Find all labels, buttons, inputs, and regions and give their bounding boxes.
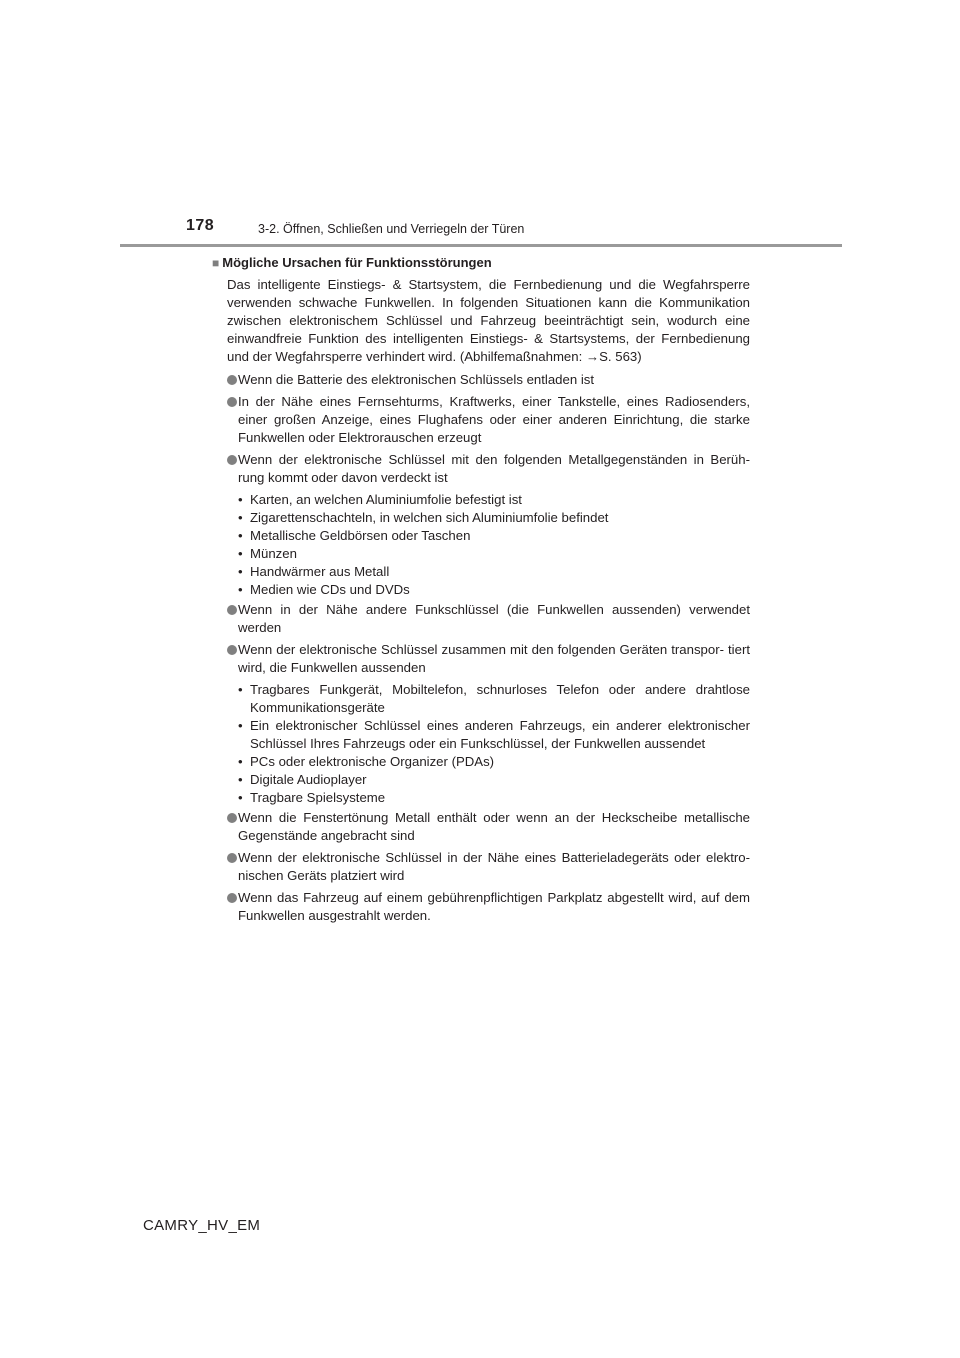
circle-bullet-icon <box>227 645 237 655</box>
circle-bullet-icon <box>227 853 237 863</box>
circle-bullet-icon <box>227 605 237 615</box>
section-heading <box>212 254 750 272</box>
page-number: 178 <box>186 217 215 234</box>
sub-list-item: • PCs oder elektronische Organizer (PDAs) <box>238 753 750 771</box>
intro-paragraph: Das intelligente Einstiegs- & Startsystem, die Fernbedienung und die Wegfahrsperre verwenden schwache Funkwellen. In folgenden Situationen kann die Kommunikation zwischen elektronischem Schlüssel und Fahrzeug beeinträchtigt sein, wodurch eine einwandfreie Funktion des intelligenten Einstiegs- & Startsystems, der Fernbedienung und der Wegfahrsperre verhindert wird. (Abhilfemaßnahmen: →S. 563) <box>227 277 750 364</box>
sub-list-item: • Zigarettenschachteln, in welchen sich Aluminiumfolie befindet <box>238 509 750 527</box>
heading-text: Mögliche Ursachen für Funktionsstörungen <box>222 255 492 270</box>
circle-bullet-icon <box>227 455 237 465</box>
sub-list-item: • Tragbares Funkgerät, Mobiltelefon, schnurloses Telefon oder andere drahtlose Kommunikationsgeräte <box>238 681 750 717</box>
list-item: Wenn die Fenstertönung Metall enthält oder wenn an der Heckscheibe metallische Gegenstände angebracht sind <box>212 809 750 845</box>
circle-bullet-icon <box>227 375 237 385</box>
circle-bullet-icon <box>227 397 237 407</box>
sub-list-item: • Karten, an welchen Aluminiumfolie befestigt ist <box>238 491 750 509</box>
list-item: Wenn der elektronische Schlüssel mit den folgenden Metallgegenständen in Berüh- rung kommt oder davon verdeckt ist <box>212 451 750 487</box>
circle-bullet-icon <box>227 813 237 823</box>
circle-bullet-icon <box>227 893 237 903</box>
sub-list-item: • Metallische Geldbörsen oder Taschen <box>238 527 750 545</box>
sub-list-item: • Ein elektronischer Schlüssel eines anderen Fahrzeugs, ein anderer elektronischer Schlüssel Ihres Fahrzeugs oder ein Funkschlüssel, der Funkwellen aussendet <box>238 717 750 753</box>
sub-list-item: • Tragbare Spielsysteme <box>238 789 750 807</box>
header-divider <box>120 244 842 247</box>
list-item: Wenn das Fahrzeug auf einem gebührenpflichtigen Parkplatz abgestellt wird, auf dem Funkwellen ausgestrahlt werden. <box>212 889 750 925</box>
radio-devices-list <box>212 681 750 809</box>
list-item: Wenn der elektronische Schlüssel zusammen mit den folgenden Geräten transpor- tiert wird, die Funkwellen aussenden <box>212 641 750 677</box>
sub-list-item: • Digitale Audioplayer <box>238 771 750 789</box>
sub-list-item: • Münzen <box>238 545 750 563</box>
section-title: 3-2. Öffnen, Schließen und Verriegeln der Türen <box>258 222 525 236</box>
list-item: In der Nähe eines Fernsehturms, Kraftwerks, einer Tankstelle, eines Radiosenders, einer großen Anzeige, eines Flughafens oder einer anderen Einrichtung, die starke Funkwellen oder Elektrorauschen erzeugt <box>212 393 750 447</box>
metal-objects-list <box>212 491 750 601</box>
square-bullet-icon: ■ <box>212 256 220 270</box>
sub-list-item: • Handwärmer aus Metall <box>238 563 750 581</box>
document-code: CAMRY_HV_EM <box>143 1217 261 1234</box>
list-item: Wenn der elektronische Schlüssel in der Nähe eines Batterieladegeräts oder elektro- nischen Geräts platziert wird <box>212 849 750 885</box>
list-item: Wenn die Batterie des elektronischen Schlüssels entladen ist <box>212 371 750 389</box>
main-content <box>212 254 750 929</box>
list-item: Wenn in der Nähe andere Funkschlüssel (die Funkwellen aussenden) verwendet werden <box>212 601 750 637</box>
sub-list-item: • Medien wie CDs und DVDs <box>238 581 750 599</box>
